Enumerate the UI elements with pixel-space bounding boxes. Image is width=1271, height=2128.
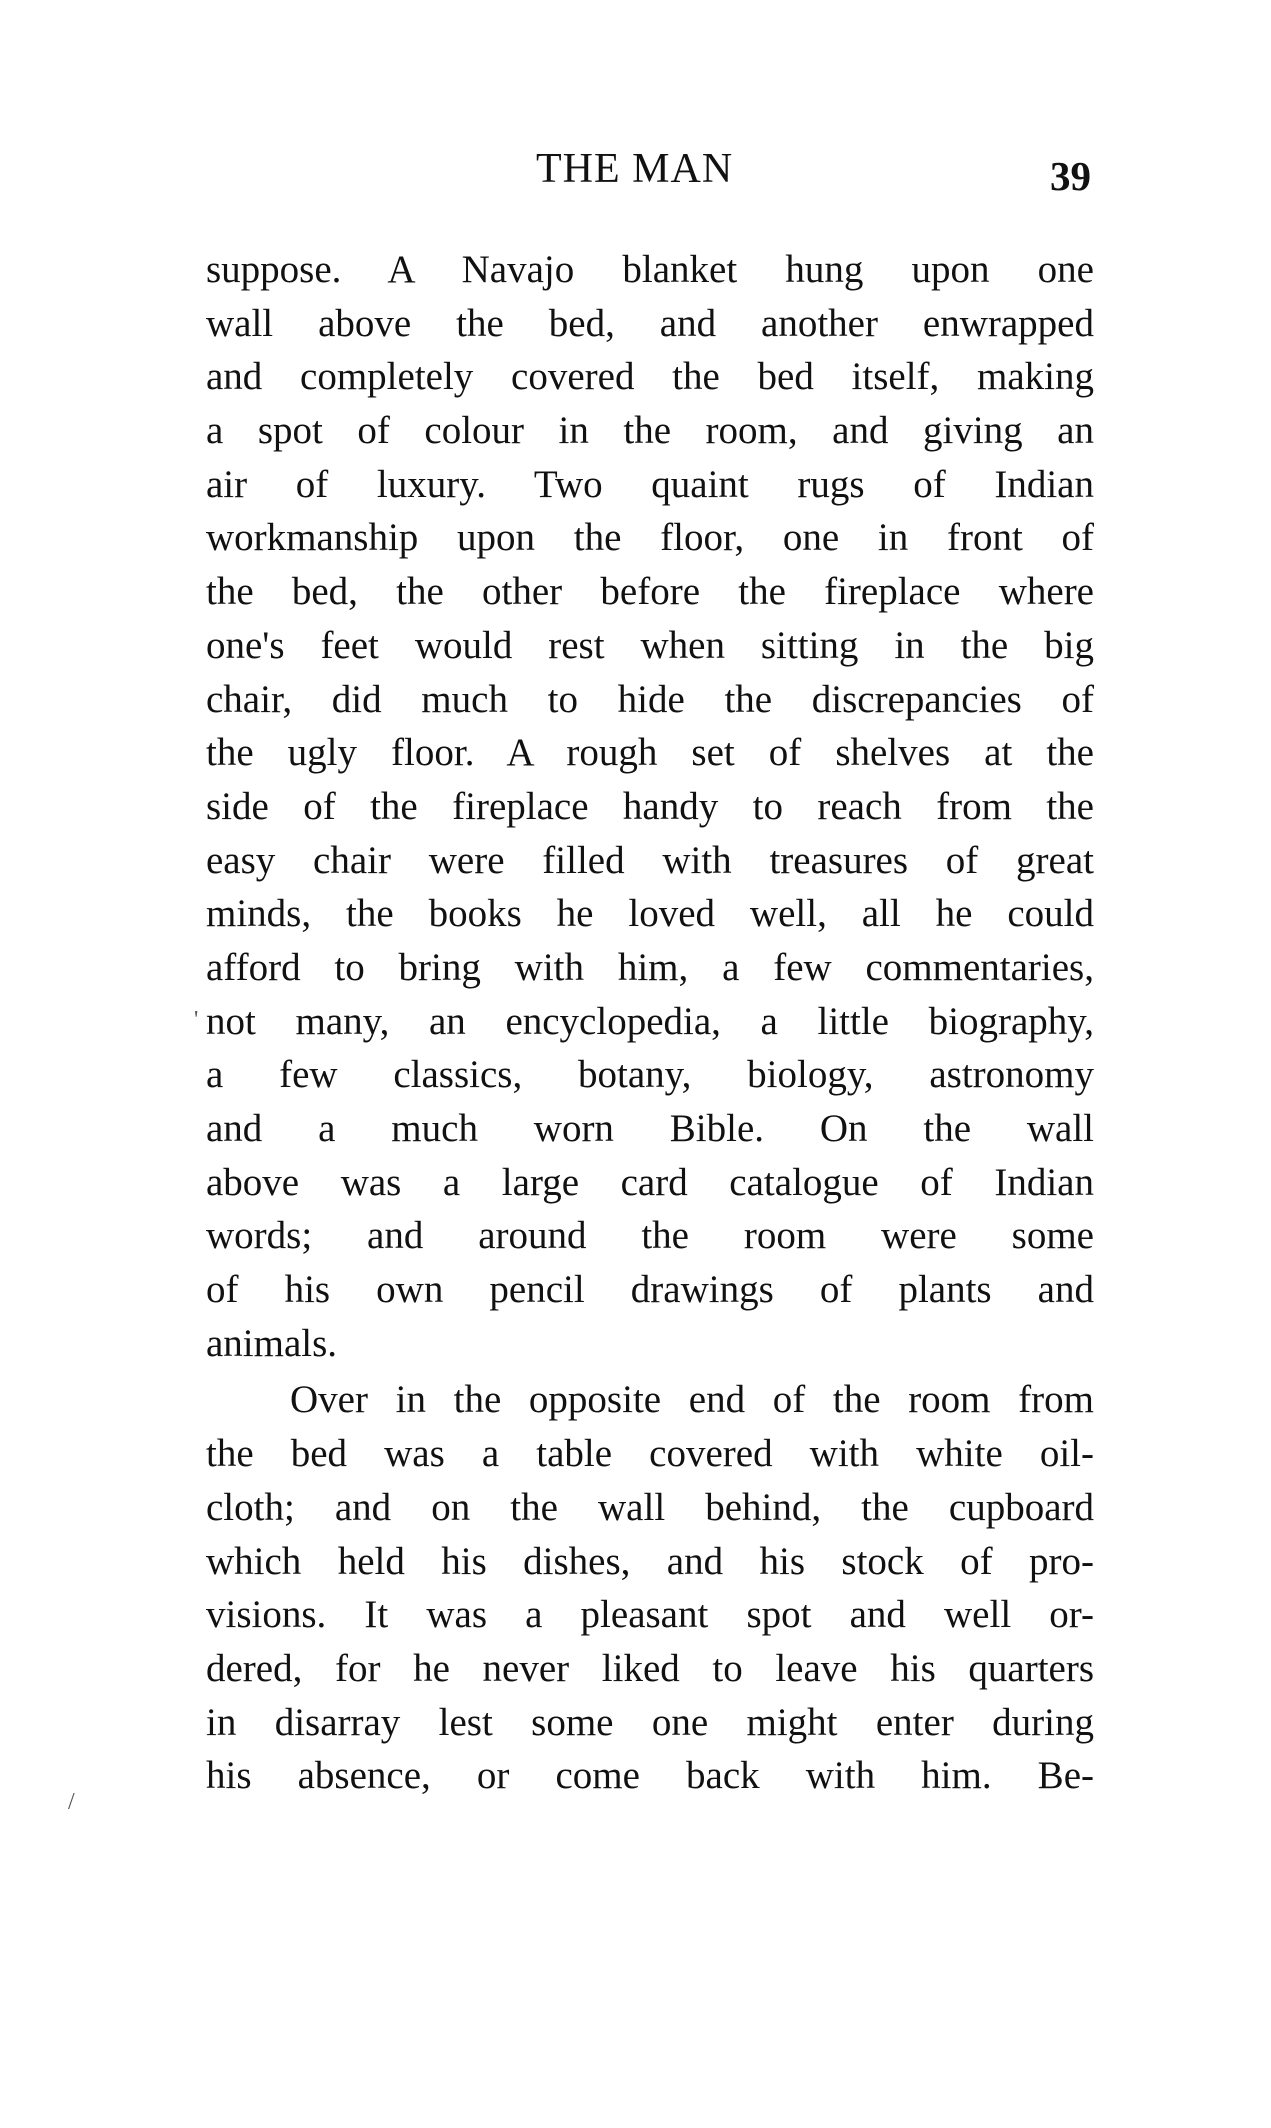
- text-line: cloth; and on the wall behind, the cupboard: [206, 1485, 1094, 1529]
- text-line: above was a large card catalogue of Indian: [206, 1160, 1094, 1204]
- margin-speck: ': [194, 1007, 199, 1033]
- text-line: visions. It was a pleasant spot and well or-: [206, 1593, 1094, 1637]
- text-line: a few classics, botany, biology, astronomy: [206, 1053, 1094, 1097]
- text-line: animals.: [206, 1321, 338, 1365]
- text-line: which held his dishes, and his stock of pro-: [206, 1539, 1094, 1583]
- text-line: the ugly floor. A rough set of shelves at the: [206, 731, 1094, 775]
- text-line: in disarray lest some one might enter during: [206, 1700, 1094, 1744]
- body-text: [206, 243, 1094, 1803]
- text-line: not many, an encyclopedia, a little biography,: [206, 999, 1094, 1043]
- text-line: of his own pencil drawings of plants and: [206, 1268, 1094, 1312]
- text-line: a spot of colour in the room, and giving an: [206, 409, 1094, 453]
- running-head-title: THE MAN: [536, 146, 734, 192]
- paragraph: [206, 243, 1094, 1370]
- text-line: chair, did much to hide the discrepancies of: [206, 677, 1094, 721]
- text-line: side of the fireplace handy to reach from the: [206, 784, 1094, 828]
- paragraph: [206, 1373, 1094, 1803]
- text-line: workmanship upon the floor, one in front of: [206, 516, 1094, 560]
- text-line: dered, for he never liked to leave his quarters: [206, 1646, 1094, 1690]
- text-line: and a much worn Bible. On the wall: [206, 1107, 1094, 1150]
- text-line: suppose. A Navajo blanket hung upon one: [206, 248, 1094, 291]
- page-number: 39: [1050, 153, 1091, 199]
- text-line: words; and around the room were some: [206, 1214, 1094, 1258]
- text-line: easy chair were filled with treasures of great: [206, 838, 1094, 882]
- text-line: wall above the bed, and another enwrapped: [206, 301, 1094, 345]
- text-line: the bed, the other before the fireplace where: [206, 570, 1094, 614]
- text-line: the bed was a table covered with white oil-: [206, 1432, 1094, 1476]
- text-line: his absence, or come back with him. Be-: [206, 1754, 1094, 1798]
- text-line: air of luxury. Two quaint rugs of Indian: [206, 462, 1094, 506]
- text-line: one's feet would rest when sitting in the big: [206, 623, 1094, 667]
- text-line: and completely covered the bed itself, making: [206, 355, 1094, 399]
- margin-speck: /: [68, 1789, 75, 1815]
- text-line: minds, the books he loved well, all he could: [206, 892, 1094, 936]
- text-line: afford to bring with him, a few commentaries,: [206, 945, 1094, 989]
- text-line: Over in the opposite end of the room from: [290, 1378, 1094, 1422]
